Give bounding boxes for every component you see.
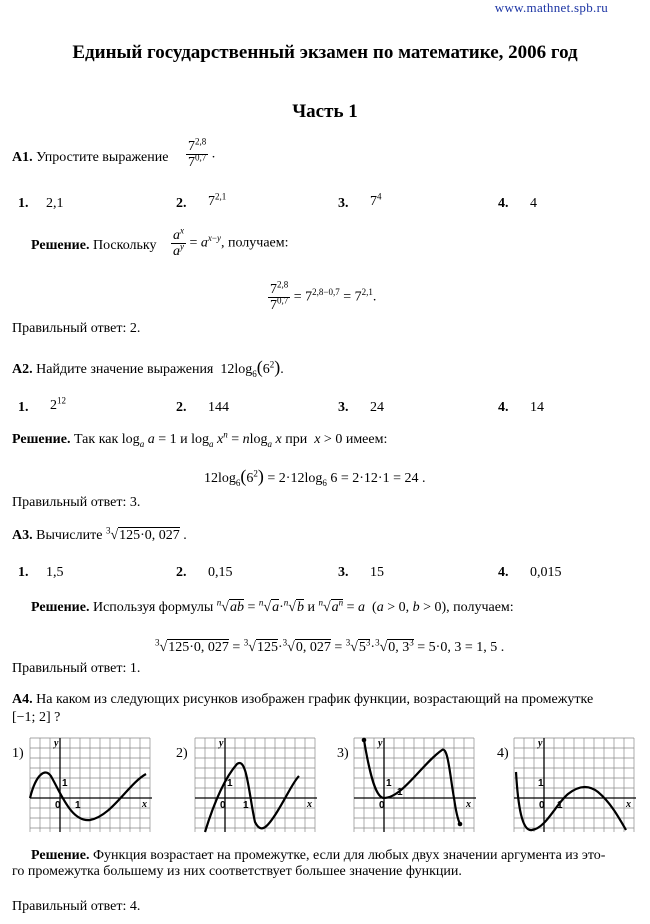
graph-3-y-label: y — [378, 738, 383, 749]
graph-4 — [512, 736, 638, 834]
a1-answer: Правильный ответ: 2. — [12, 321, 141, 336]
a4-question-line2: [−1; 2] ? — [12, 710, 61, 725]
graph-3 — [352, 736, 478, 834]
a1-solution — [31, 238, 157, 254]
a3-solution-label: Решение. — [31, 600, 90, 615]
a1-question-text: Упростите выражение — [36, 150, 169, 165]
a2-solution-and: и — [180, 432, 188, 447]
graph-2-x-label: x — [307, 799, 312, 810]
a2-solution-label: Решение. — [12, 432, 71, 447]
a3-solution-formula: $^3$√125·0, 027 = $^3$√125·$^3$√0, $027 = ^3√5^3\cdot^3√0$, $3^3 = 5\cdot 0$, 3 = 1, 5 . — [155, 637, 505, 655]
a1-expression: $\frac{7^{2,8}}{7^{0,7}}$ . — [188, 136, 216, 170]
graph-4-x-label: x — [626, 799, 631, 810]
a3-question-text: Вычислите — [36, 528, 103, 543]
a2-option-3-number: 3. — [338, 400, 349, 415]
a3-label: А3. — [12, 528, 33, 543]
graph-4-grid — [514, 738, 634, 832]
source-url[interactable]: www.mathnet.spb.ru — [494, 0, 608, 15]
graph-3-label: 3) — [337, 746, 349, 761]
a2-option-3-value: 24 — [370, 400, 384, 415]
graph-1-zero: 0 — [55, 800, 61, 811]
graph-1-label: 1) — [12, 746, 24, 761]
a2-option-4-number: 4. — [498, 400, 509, 415]
a3-option-3-number: 3. — [338, 565, 349, 580]
a2-question-text: Найдите значение выражения — [36, 362, 214, 377]
graph-2 — [193, 736, 319, 834]
a3-answer: Правильный ответ: 1. — [12, 661, 141, 676]
graph-3-zero: 0 — [379, 800, 385, 811]
part-heading: Часть 1 — [292, 101, 358, 122]
a4-label: А4. — [12, 692, 33, 707]
a4-solution — [31, 848, 605, 864]
graph-2-one-y: 1 — [227, 778, 233, 789]
graph-2-y-label: y — [219, 738, 224, 749]
a1-solution-label: Решение. — [31, 238, 90, 253]
a4-answer: Правильный ответ: 4. — [12, 899, 141, 914]
graph-2-zero: 0 — [220, 800, 226, 811]
graph-1-one-x: 1 — [75, 800, 81, 811]
a3-option-1-value: 1,5 — [46, 565, 64, 580]
a3-option-4-value: 0,015 — [530, 565, 562, 580]
a4-question — [12, 692, 593, 708]
a1-option-2-number: 2. — [176, 196, 187, 211]
a1-option-3-value: $7^4$ — [370, 191, 382, 209]
a3-solution: Решение. Используя формулы $^n$√ab = $^n$√a·$^n$√b и $^n√a^n = a$ (a > 0, b > 0), получаем: — [31, 597, 514, 615]
a2-answer: Правильный ответ: 3. — [12, 495, 141, 510]
a2-option-1-number: 1. — [18, 400, 29, 415]
a3-option-2-number: 2. — [176, 565, 187, 580]
graph-1 — [28, 736, 154, 834]
a2-label: А2. — [12, 362, 33, 377]
graph-3-one-x: 1 — [397, 787, 403, 798]
a3-solution-text: Используя формулы — [92, 600, 214, 615]
graph-4-curve — [516, 772, 626, 830]
a1-solution-text: Поскольку — [92, 238, 157, 253]
a2-solution-text: Так как — [73, 432, 119, 447]
graph-1-y-label: y — [54, 738, 59, 749]
graph-3-x-label: x — [466, 799, 471, 810]
a2-expression: $12\log_6(6^2)$. — [216, 357, 284, 379]
a1-option-1-value: 2,1 — [46, 196, 64, 211]
a3-option-3-value: 15 — [370, 565, 384, 580]
a1-option-1-number: 1. — [18, 196, 29, 211]
a1-question — [12, 150, 168, 166]
a4-question-line1: На каком из следующих рисунков изображен график функции, возрастающий на промежутке — [36, 692, 594, 707]
a2-option-2-number: 2. — [176, 400, 187, 415]
graph-4-y-label: y — [538, 738, 543, 749]
a1-option-2-value: 7$^{2,1}$ — [208, 191, 227, 209]
graph-3-start-point — [362, 738, 367, 743]
a1-solution-formula: $\frac{a^x}{a^y}$ = $a^{x-y}$, получаем: — [173, 225, 289, 259]
a2-solution: Решение. Так как $\log_a a = 1$ и $\log_a x^n = nlog_a$ x при x > 0 имеем: — [12, 429, 388, 449]
graph-3-end-point — [458, 822, 463, 827]
graph-1-x-label: x — [142, 799, 147, 810]
a3-option-1-number: 1. — [18, 565, 29, 580]
graph-4-one-y: 1 — [538, 778, 544, 789]
a1-option-4-number: 4. — [498, 196, 509, 211]
a2-solution-have: имеем: — [345, 432, 388, 447]
a3-solution-tail: , получаем: — [446, 600, 514, 615]
graph-2-one-x: 1 — [243, 800, 249, 811]
graph-2-label: 2) — [176, 746, 188, 761]
a2-option-4-value: 14 — [530, 400, 544, 415]
a3-expression: $^3$√125·0, 027 . — [105, 525, 187, 543]
graph-4-one-x: 1 — [557, 800, 563, 811]
graph-1-curve — [30, 772, 146, 820]
a3-question — [12, 525, 187, 544]
a1-label: А1. — [12, 150, 33, 165]
a1-option-3-number: 3. — [338, 196, 349, 211]
graph-1-one-y: 1 — [62, 778, 68, 789]
a1-solution-tail: , получаем: — [220, 235, 289, 251]
a2-question — [12, 357, 284, 378]
a2-solution-when: при — [285, 432, 308, 447]
page-title: Единый государственный экзамен по математике, 2006 год — [72, 42, 578, 63]
a4-solution-line2: го промежутка большему из них соответствует большее значение функции. — [12, 864, 462, 879]
graph-3-one-y: 1 — [386, 778, 392, 789]
a3-option-4-number: 4. — [498, 565, 509, 580]
graph-4-label: 4) — [497, 746, 509, 761]
a3-option-2-value: 0,15 — [208, 565, 233, 580]
graph-4-zero: 0 — [539, 800, 545, 811]
a1-solution-result: $\frac{7^{2,8}}{7^{0,7}}$ = $7^{2,8-0,7} = 7^{2,1}$. — [270, 279, 377, 313]
a2-option-2-value: 144 — [208, 400, 229, 415]
a2-option-1-value: $2^{12}$ — [50, 395, 66, 413]
a3-solution-and: и — [307, 600, 315, 615]
a2-solution-formula: $12\log_6(6^2) = 2\cdot 12\log_6$ 6 = 2·12·1 = 24 . — [204, 466, 426, 488]
graph-3-curve — [364, 740, 460, 824]
graph-3-grid — [354, 738, 474, 832]
a1-option-4-value: 4 — [530, 196, 537, 211]
a4-solution-label: Решение. — [31, 848, 90, 863]
a4-solution-line1: Функция возрастает на промежутке, если для любых двух значении аргумента из это- — [92, 848, 606, 863]
